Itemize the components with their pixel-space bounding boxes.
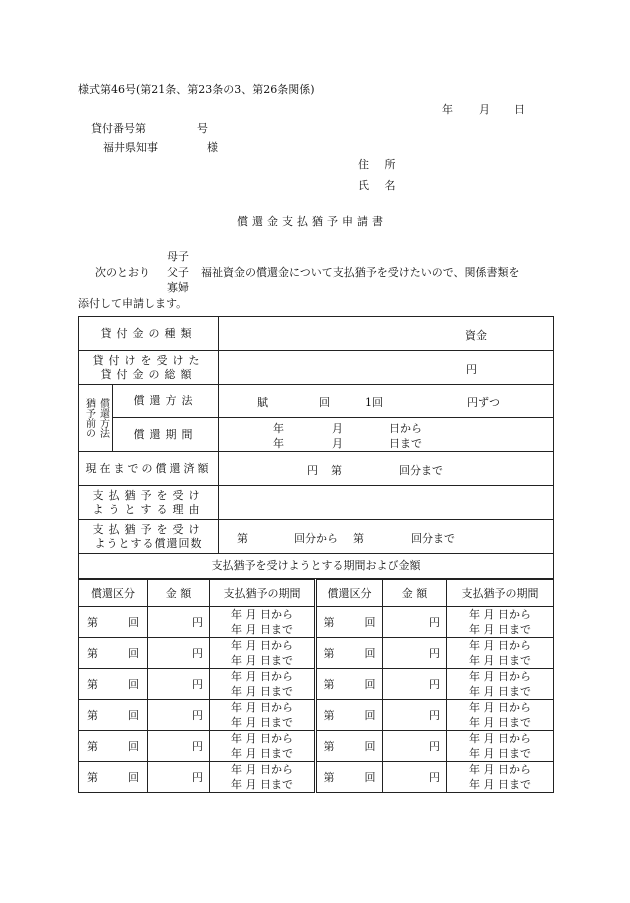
row-category-right[interactable] — [316, 638, 383, 669]
row-period-left[interactable] — [210, 731, 316, 762]
count-label-1: 支払猶予を受け — [92, 522, 205, 536]
row-nth: 第 — [87, 740, 98, 753]
row-times: 回 — [364, 709, 376, 722]
row-times: 回 — [364, 740, 376, 753]
row-to: 年 月 日まで — [469, 654, 531, 667]
reason-label-2: ようとする理由 — [92, 502, 205, 516]
period-from-day: 日から — [389, 422, 422, 435]
row-nth: 第 — [87, 678, 98, 691]
repaid-nth: 第 — [331, 464, 342, 477]
row-amount-right[interactable] — [383, 669, 447, 700]
row-from: 年 月 日から — [469, 608, 531, 621]
row-nth: 第 — [87, 616, 98, 629]
row-reason — [79, 486, 554, 520]
applicant-address-label: 住 所 — [358, 158, 402, 171]
intro-line2: 添付して申請します。 — [78, 297, 188, 310]
row-from: 年 月 日から — [469, 763, 531, 776]
row-amount-left[interactable] — [148, 700, 210, 731]
period-to-month: 月 — [332, 437, 343, 450]
row-unit: 円 — [192, 647, 203, 660]
option-boshi: 母子 — [167, 250, 189, 263]
schedule-row — [79, 607, 554, 638]
row-amount-left[interactable] — [148, 762, 210, 793]
row-category-right[interactable] — [316, 731, 383, 762]
row-nth: 第 — [323, 709, 335, 722]
repaid-label: 現在までの償還済額 — [79, 452, 219, 486]
row-from: 年 月 日から — [469, 732, 531, 745]
method-label: 償還方法 — [113, 385, 219, 418]
row-nth: 第 — [87, 771, 98, 784]
row-times: 回 — [364, 647, 376, 660]
row-times: 回 — [128, 616, 139, 629]
row-total — [79, 351, 554, 385]
header-amount-left: 金 額 — [148, 580, 210, 607]
row-method — [79, 385, 554, 418]
date-day: 日 — [514, 103, 525, 116]
row-category-left[interactable] — [79, 762, 148, 793]
addressee-name: 福井県知事 — [103, 141, 158, 154]
row-to: 年 月 日まで — [231, 685, 293, 698]
header-period-right: 支払猶予の期間 — [447, 580, 554, 607]
pre-repayment-label — [79, 385, 113, 452]
loan-type-label: 貸付金の種類 — [79, 317, 219, 351]
method-per-time: 1回 — [365, 396, 383, 409]
repaid-cell[interactable] — [219, 452, 554, 486]
row-times: 回 — [128, 647, 139, 660]
row-category-left[interactable] — [79, 700, 148, 731]
total-unit: 円 — [466, 363, 477, 376]
row-nth: 第 — [323, 647, 335, 660]
method-times: 回 — [319, 396, 330, 409]
row-unit: 円 — [429, 616, 440, 629]
row-category-left[interactable] — [79, 731, 148, 762]
loan-type-cell[interactable] — [219, 317, 554, 351]
row-to: 年 月 日まで — [231, 623, 293, 636]
header-period-left: 支払猶予の期間 — [210, 580, 316, 607]
row-nth: 第 — [323, 616, 335, 629]
count-from: 回分から — [294, 532, 338, 545]
row-unit: 円 — [192, 709, 203, 722]
total-cell[interactable] — [219, 351, 554, 385]
reason-label — [79, 486, 219, 520]
row-amount-right[interactable] — [383, 607, 447, 638]
row-unit: 円 — [192, 740, 203, 753]
row-amount-left[interactable] — [148, 607, 210, 638]
row-to: 年 月 日まで — [469, 623, 531, 636]
count-from-nth: 第 — [237, 532, 248, 545]
pre-label-a: 猶予前の — [83, 398, 95, 438]
row-period-left[interactable] — [210, 607, 316, 638]
intro-suffix: 福祉資金の償還金について支払猶予を受けたいので、関係書類を — [201, 266, 520, 279]
row-times: 回 — [128, 709, 139, 722]
header-category-right: 償還区分 — [316, 580, 383, 607]
row-nth: 第 — [87, 647, 98, 660]
page-title: 償還金支払猶予申請書 — [237, 215, 387, 228]
intro-prefix: 次のとおり — [95, 266, 150, 279]
row-nth: 第 — [323, 678, 335, 691]
row-period-right[interactable] — [447, 607, 554, 638]
row-times: 回 — [364, 616, 376, 629]
row-period-right[interactable] — [447, 669, 554, 700]
row-unit: 円 — [429, 678, 440, 691]
row-unit: 円 — [192, 678, 203, 691]
period-label: 償還期間 — [113, 418, 219, 452]
schedule-table — [78, 579, 554, 793]
row-category-left[interactable] — [79, 638, 148, 669]
row-unit: 円 — [429, 771, 440, 784]
row-nth: 第 — [323, 740, 335, 753]
applicant-name-label: 氏 名 — [358, 179, 402, 192]
row-nth: 第 — [323, 771, 335, 784]
schedule-row — [79, 700, 554, 731]
row-times: 回 — [128, 771, 139, 784]
count-cell[interactable] — [219, 520, 554, 554]
addressee-honorific: 様 — [207, 141, 218, 154]
schedule-row — [79, 638, 554, 669]
row-category-left[interactable] — [79, 669, 148, 700]
row-amount-left[interactable] — [148, 731, 210, 762]
row-period-right[interactable] — [447, 762, 554, 793]
loan-type-value: 資金 — [465, 329, 487, 342]
row-caption — [79, 554, 554, 579]
row-amount-right[interactable] — [383, 700, 447, 731]
period-to-day: 日まで — [389, 437, 422, 450]
row-unit: 円 — [429, 647, 440, 660]
schedule-row — [79, 762, 554, 793]
reason-label-1: 支払猶予を受け — [92, 488, 205, 502]
row-to: 年 月 日まで — [231, 747, 293, 760]
schedule-header — [79, 580, 554, 607]
row-loan-type — [79, 317, 554, 351]
row-to: 年 月 日まで — [469, 716, 531, 729]
row-category-right[interactable] — [316, 762, 383, 793]
total-label-1: 貸付けを受けた — [92, 353, 205, 367]
row-period — [79, 418, 554, 452]
row-from: 年 月 日から — [231, 608, 293, 621]
row-amount-left[interactable] — [148, 669, 210, 700]
row-category-left[interactable] — [79, 607, 148, 638]
row-to: 年 月 日まで — [469, 747, 531, 760]
row-nth: 第 — [87, 709, 98, 722]
schedule-row — [79, 669, 554, 700]
row-category-right[interactable] — [316, 700, 383, 731]
row-amount-right[interactable] — [383, 731, 447, 762]
method-installment: 賦 — [257, 396, 268, 409]
row-to: 年 月 日まで — [231, 778, 293, 791]
row-times: 回 — [364, 771, 376, 784]
row-from: 年 月 日から — [231, 701, 293, 714]
row-period-left[interactable] — [210, 762, 316, 793]
row-from: 年 月 日から — [231, 763, 293, 776]
row-from: 年 月 日から — [469, 701, 531, 714]
method-cell[interactable] — [219, 385, 554, 418]
row-period-right[interactable] — [447, 731, 554, 762]
row-amount-left[interactable] — [148, 638, 210, 669]
row-period-right[interactable] — [447, 700, 554, 731]
row-repaid — [79, 452, 554, 486]
count-to: 回分まで — [411, 532, 455, 545]
row-period-right[interactable] — [447, 638, 554, 669]
schedule-row — [79, 731, 554, 762]
application-table — [78, 316, 554, 579]
row-from: 年 月 日から — [231, 670, 293, 683]
reason-cell[interactable] — [219, 486, 554, 520]
row-amount-right[interactable] — [383, 638, 447, 669]
row-period-left[interactable] — [210, 700, 316, 731]
row-to: 年 月 日まで — [469, 685, 531, 698]
row-period-left[interactable] — [210, 638, 316, 669]
period-from-year: 年 — [273, 422, 284, 435]
row-from: 年 月 日から — [469, 639, 531, 652]
period-cell[interactable] — [219, 418, 554, 452]
count-label-2: ようとする償還回数 — [94, 536, 203, 550]
period-from-month: 月 — [332, 422, 343, 435]
period-to-year: 年 — [273, 437, 284, 450]
method-each: 円ずつ — [467, 396, 500, 409]
row-unit: 円 — [429, 709, 440, 722]
pre-label-b: 償還方法 — [97, 398, 109, 438]
date-year: 年 — [442, 103, 453, 116]
row-from: 年 月 日から — [231, 732, 293, 745]
row-period-left[interactable] — [210, 669, 316, 700]
row-from: 年 月 日から — [469, 670, 531, 683]
repaid-until: 回分まで — [399, 464, 443, 477]
row-unit: 円 — [192, 616, 203, 629]
row-category-right[interactable] — [316, 669, 383, 700]
total-label — [79, 351, 219, 385]
date-month: 月 — [479, 103, 490, 116]
row-times: 回 — [364, 678, 376, 691]
header-amount-right: 金 額 — [383, 580, 447, 607]
header-category-left: 償還区分 — [79, 580, 148, 607]
loan-number-prefix: 貸付番号第 — [91, 122, 146, 135]
row-from: 年 月 日から — [231, 639, 293, 652]
row-to: 年 月 日まで — [469, 778, 531, 791]
count-to-nth: 第 — [353, 532, 364, 545]
row-unit: 円 — [429, 740, 440, 753]
row-unit: 円 — [192, 771, 203, 784]
option-kafu: 寡婦 — [167, 281, 189, 294]
total-label-2: 貸付金の総額 — [100, 367, 197, 381]
row-to: 年 月 日まで — [231, 654, 293, 667]
form-id: 様式第46号(第21条、第23条の3、第26条関係) — [78, 83, 315, 96]
schedule-caption: 支払猶予を受けようとする期間および金額 — [79, 554, 554, 579]
repaid-unit: 円 — [307, 464, 318, 477]
row-times: 回 — [128, 678, 139, 691]
count-label — [79, 520, 219, 554]
option-fushi: 父子 — [167, 266, 189, 279]
row-count — [79, 520, 554, 554]
row-amount-right[interactable] — [383, 762, 447, 793]
row-to: 年 月 日まで — [231, 716, 293, 729]
row-category-right[interactable] — [316, 607, 383, 638]
row-times: 回 — [128, 740, 139, 753]
loan-number-suffix: 号 — [197, 122, 208, 135]
